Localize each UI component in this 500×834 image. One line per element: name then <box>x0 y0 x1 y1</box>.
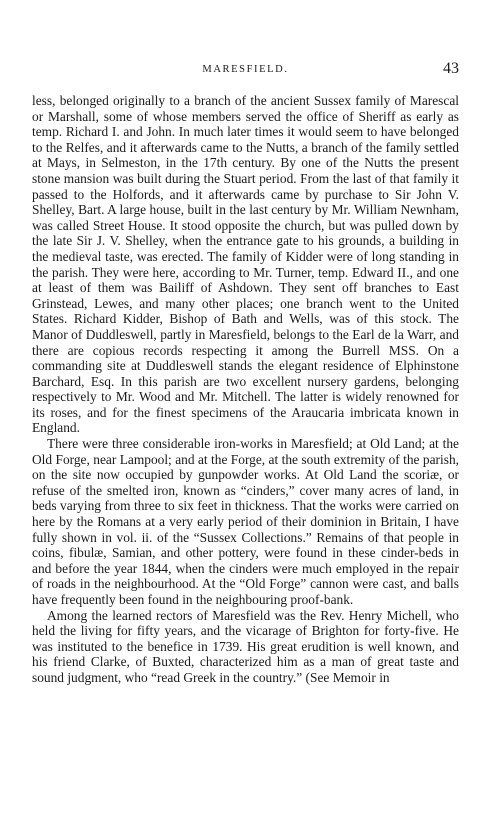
page-header <box>32 60 459 80</box>
page-number: 43 <box>443 60 459 77</box>
body-text <box>32 93 459 686</box>
running-head: MARESFIELD. <box>202 64 289 75</box>
paragraph-manor-history: less, belonged originally to a branch of the ancient Sussex family of Marescal or Marshall, some of whose members served the office of Sheriff as early as temp. Richard I. and John. In much later times it would seem to have belonged to the Relfes, and it afterwards came to the Nutts, a branch of the family settled at Mays, in Selmeston, in the 17th century. By one of the Nutts the present stone mansion was built during the Stuart period. From the last of that family it passed to the Holfords, and it afterwards came by purchase to Sir John V. Shelley, Bart. A large house, built in the last century by Mr. William Newnham, was called Street House. It stood opposite the church, but was pulled down by the late Sir J. V. Shelley, when the entrance gate to his grounds, a building in the medieval taste, was erected. The family of Kidder were of long standing in the parish. They were here, according to Mr. Turner, temp. Edward II., and one at least of them was Bailiff of Ashdown. They sent off branches to East Grinstead, Lewes, and many other places; one branch went to the United States. Richard Kidder, Bishop of Bath and Wells, was of this stock. The Manor of Duddleswell, partly in Maresfield, belongs to the Earl de la Warr, and there are copious records respecting it among the Burrell MSS. On a commanding site at Duddleswell stands the elegant residence of Elphinstone Barchard, Esq. In this parish are two excellent nursery gardens, belonging respectively to Mr. Wood and Mr. Mitchell. The latter is widely renowned for its roses, and for the finest specimens of the Araucaria imbricata known in England. <box>32 93 459 436</box>
paragraph-iron-works: There were three considerable iron-works in Maresfield; at Old Land; at the Old Forge, near Lampool; and at the Forge, at the south extremity of the parish, on the site now occupied by gunpowder works. At Old Land the scoriæ, or refuse of the smelted iron, known as “cinders,” cover many acres of land, in beds varying from three to six feet in thickness. That the works were carried on here by the Romans at a very early period of their dominion in Britain, I have fully shown in vol. ii. of the “Sussex Collections.” Remains of that people in coins, fibulæ, Samian, and other pottery, were found in these cinder-beds in and before the year 1844, when the cinders were much employed in the repair of roads in the neighbourhood. At the “Old Forge” cannon were cast, and balls have frequently been found in the neighbouring proof-bank. <box>32 436 459 607</box>
paragraph-rectors: Among the learned rectors of Maresfield was the Rev. Henry Michell, who held the living for fifty years, and the vicarage of Brighton for forty-five. He was instituted to the benefice in 1739. His great erudition is well known, and his friend Clarke, of Buxted, characterized him as a man of great taste and sound judgment, who “read Greek in the country.” (See Memoir in <box>32 607 459 685</box>
